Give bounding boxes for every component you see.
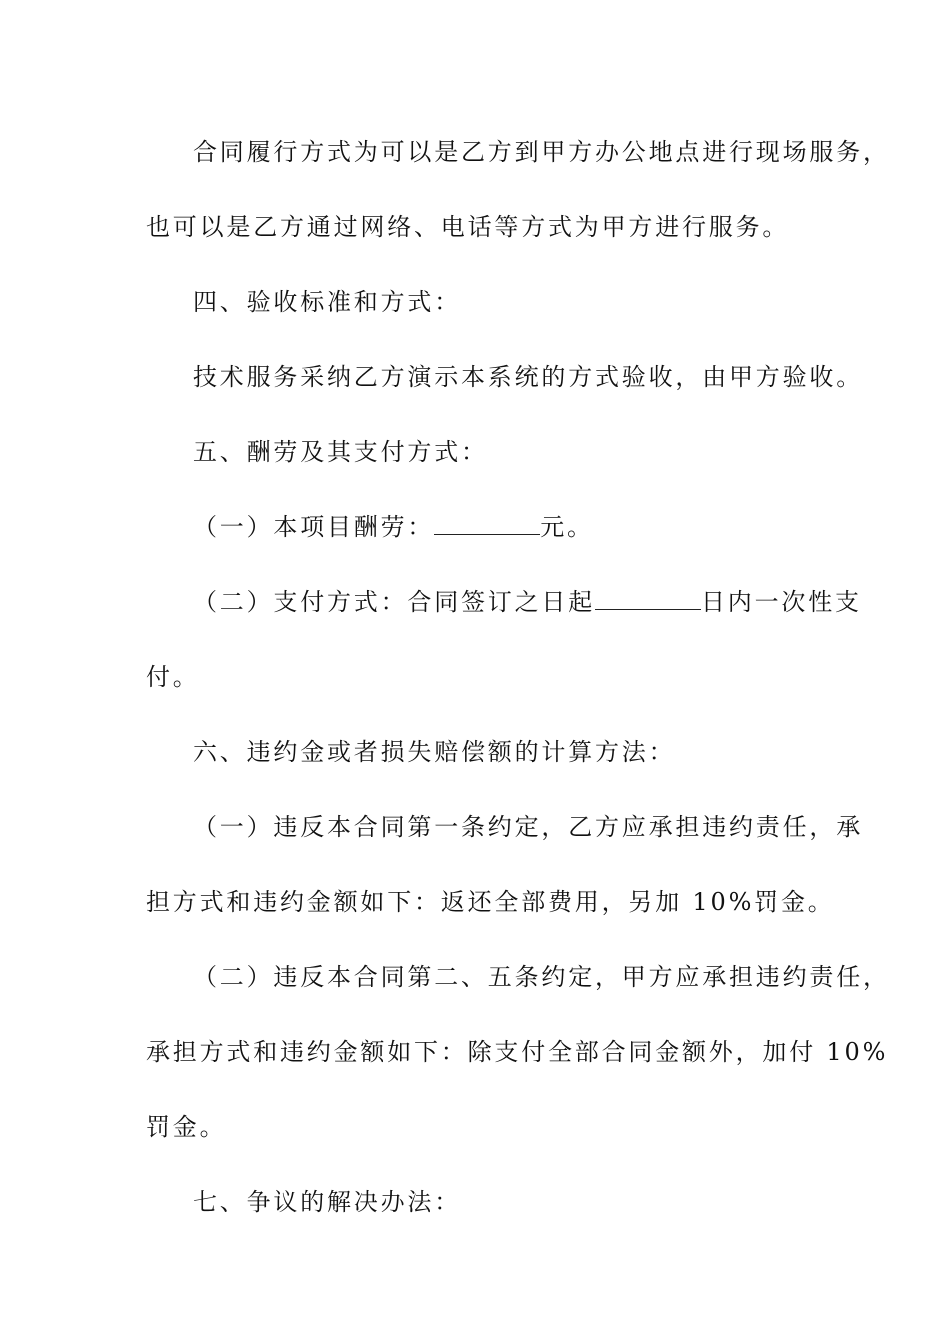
clause-payment-method-line-1 [0, 587, 950, 617]
text: 技术服务采纳乙方演示本系统的方式验收，由甲方验收。 [193, 363, 863, 391]
clause-penalty-2-line-2 [0, 1037, 950, 1067]
text: （二）违反本合同第二、五条约定，甲方应承担违约责任， [193, 963, 890, 991]
text: 也可以是乙方通过网络、电话等方式为甲方进行服务。 [146, 213, 790, 241]
paragraph-acceptance [0, 362, 950, 392]
text: 承担方式和违约金额如下：除支付全部合同金额外，加付 10% [146, 1038, 889, 1066]
clause-penalty-1-line-1 [0, 812, 950, 842]
clause-penalty-1-line-2 [0, 887, 950, 917]
paragraph-performance-line-2 [0, 212, 950, 242]
text: 日内一次性支 [701, 588, 862, 616]
text: 七、争议的解决办法： [193, 1188, 461, 1216]
section-heading-penalty [0, 737, 950, 767]
amount-blank [434, 512, 540, 535]
text: 担方式和违约金额如下：返还全部费用，另加 10%罚金。 [146, 888, 835, 916]
text: （一）违反本合同第一条约定，乙方应承担违约责任，承 [193, 813, 863, 841]
clause-penalty-2-line-1 [0, 962, 950, 992]
clause-payment-method-line-2 [0, 662, 950, 692]
text: 合同履行方式为可以是乙方到甲方办公地点进行现场服务， [193, 138, 890, 166]
text: （一）本项目酬劳： [193, 513, 435, 541]
section-heading-acceptance [0, 287, 950, 317]
text: （二）支付方式：合同签订之日起 [193, 588, 595, 616]
text: 五、酬劳及其支付方式： [193, 438, 488, 466]
text: 六、违约金或者损失赔偿额的计算方法： [193, 738, 676, 766]
text: 付。 [146, 663, 200, 691]
section-heading-payment [0, 437, 950, 467]
clause-penalty-2-line-3 [0, 1112, 950, 1142]
text: 罚金。 [146, 1113, 227, 1141]
days-blank [595, 587, 701, 610]
text: 四、验收标准和方式： [193, 288, 461, 316]
clause-payment-amount [0, 512, 950, 542]
section-heading-dispute [0, 1187, 950, 1217]
text: 元。 [540, 513, 594, 541]
paragraph-performance-line-1 [0, 137, 950, 167]
